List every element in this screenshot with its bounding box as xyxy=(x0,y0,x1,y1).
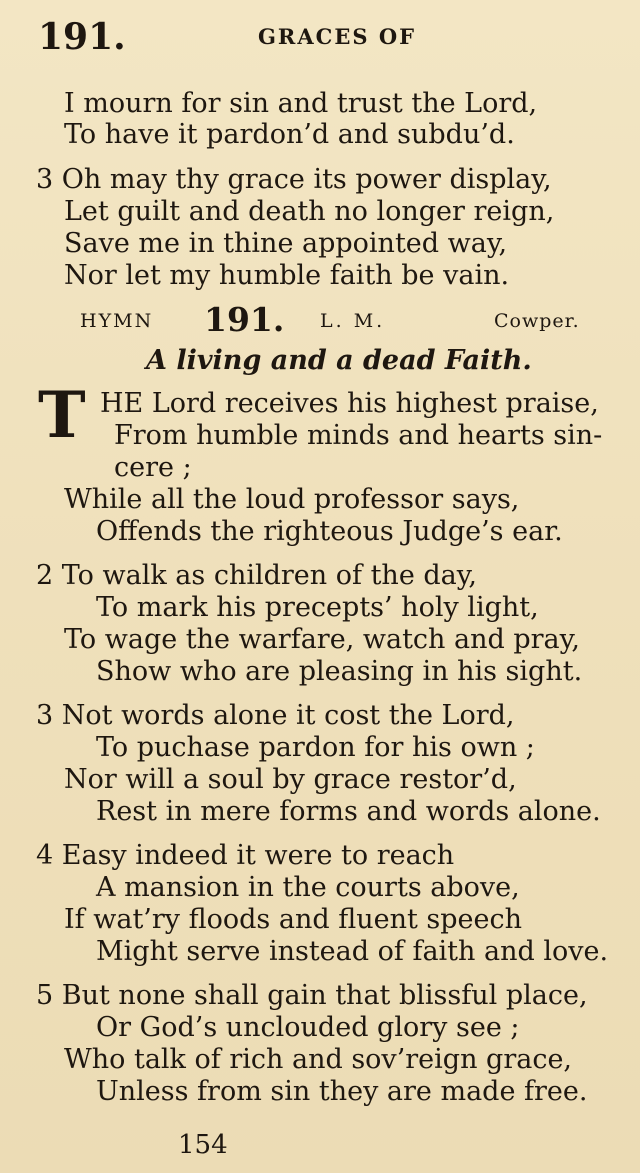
hymn-author: Cowper. xyxy=(494,310,580,332)
hymn-number: 191. xyxy=(204,300,285,339)
hymn-meter: L. M. xyxy=(320,310,386,332)
verse-line: 4 Easy indeed it were to reach xyxy=(36,840,455,871)
verse-line: HE Lord receives his highest praise, xyxy=(100,388,599,419)
verse-line: Save me in thine appointed way, xyxy=(64,228,508,259)
verse-line: 3 Not words alone it cost the Lord, xyxy=(36,700,515,731)
verse-line: 2 To walk as children of the day, xyxy=(36,560,478,591)
hymn-label: HYMN xyxy=(80,310,154,332)
verse-line: If wat’ry floods and fluent speech xyxy=(64,904,523,935)
verse-line: To have it pardon’d and subdu’d. xyxy=(64,119,515,150)
verse-line: A mansion in the courts above, xyxy=(96,872,520,903)
verse-line: From humble minds and hearts sin- xyxy=(114,420,603,451)
verse-line: While all the loud professor says, xyxy=(64,484,520,515)
verse-line: Rest in mere forms and words alone. xyxy=(96,796,601,827)
verse-line: To mark his precepts’ holy light, xyxy=(96,592,539,623)
signature-mark: 154 xyxy=(178,1130,228,1160)
verse-line: Show who are pleasing in his sight. xyxy=(96,656,583,687)
running-title: GRACES OF xyxy=(258,24,417,49)
verse-line: Or God’s unclouded glory see ; xyxy=(96,1012,520,1043)
verse-line: I mourn for sin and trust the Lord, xyxy=(64,88,538,119)
verse-line: Who talk of rich and sov’reign grace, xyxy=(64,1044,573,1075)
verse-line: Nor let my humble faith be vain. xyxy=(64,260,510,291)
verse-line: 5 But none shall gain that blissful place, xyxy=(36,980,588,1011)
verse-line: Let guilt and death no longer reign, xyxy=(64,196,555,227)
verse-line: 3 Oh may thy grace its power display, xyxy=(36,164,552,195)
verse-line: Nor will a soul by grace restor’d, xyxy=(64,764,517,795)
verse-line: To wage the warfare, watch and pray, xyxy=(64,624,580,655)
verse-line: cere ; xyxy=(114,452,192,483)
header-hymn-number: 191. xyxy=(38,16,126,58)
verse-line: Offends the righteous Judge’s ear. xyxy=(96,516,563,547)
drop-cap: T xyxy=(38,378,86,453)
verse-line: Might serve instead of faith and love. xyxy=(96,936,609,967)
verse-line: Unless from sin they are made free. xyxy=(96,1076,588,1107)
hymn-subtitle: A living and a dead Faith. xyxy=(146,345,532,376)
verse-line: To puchase pardon for his own ; xyxy=(96,732,535,763)
